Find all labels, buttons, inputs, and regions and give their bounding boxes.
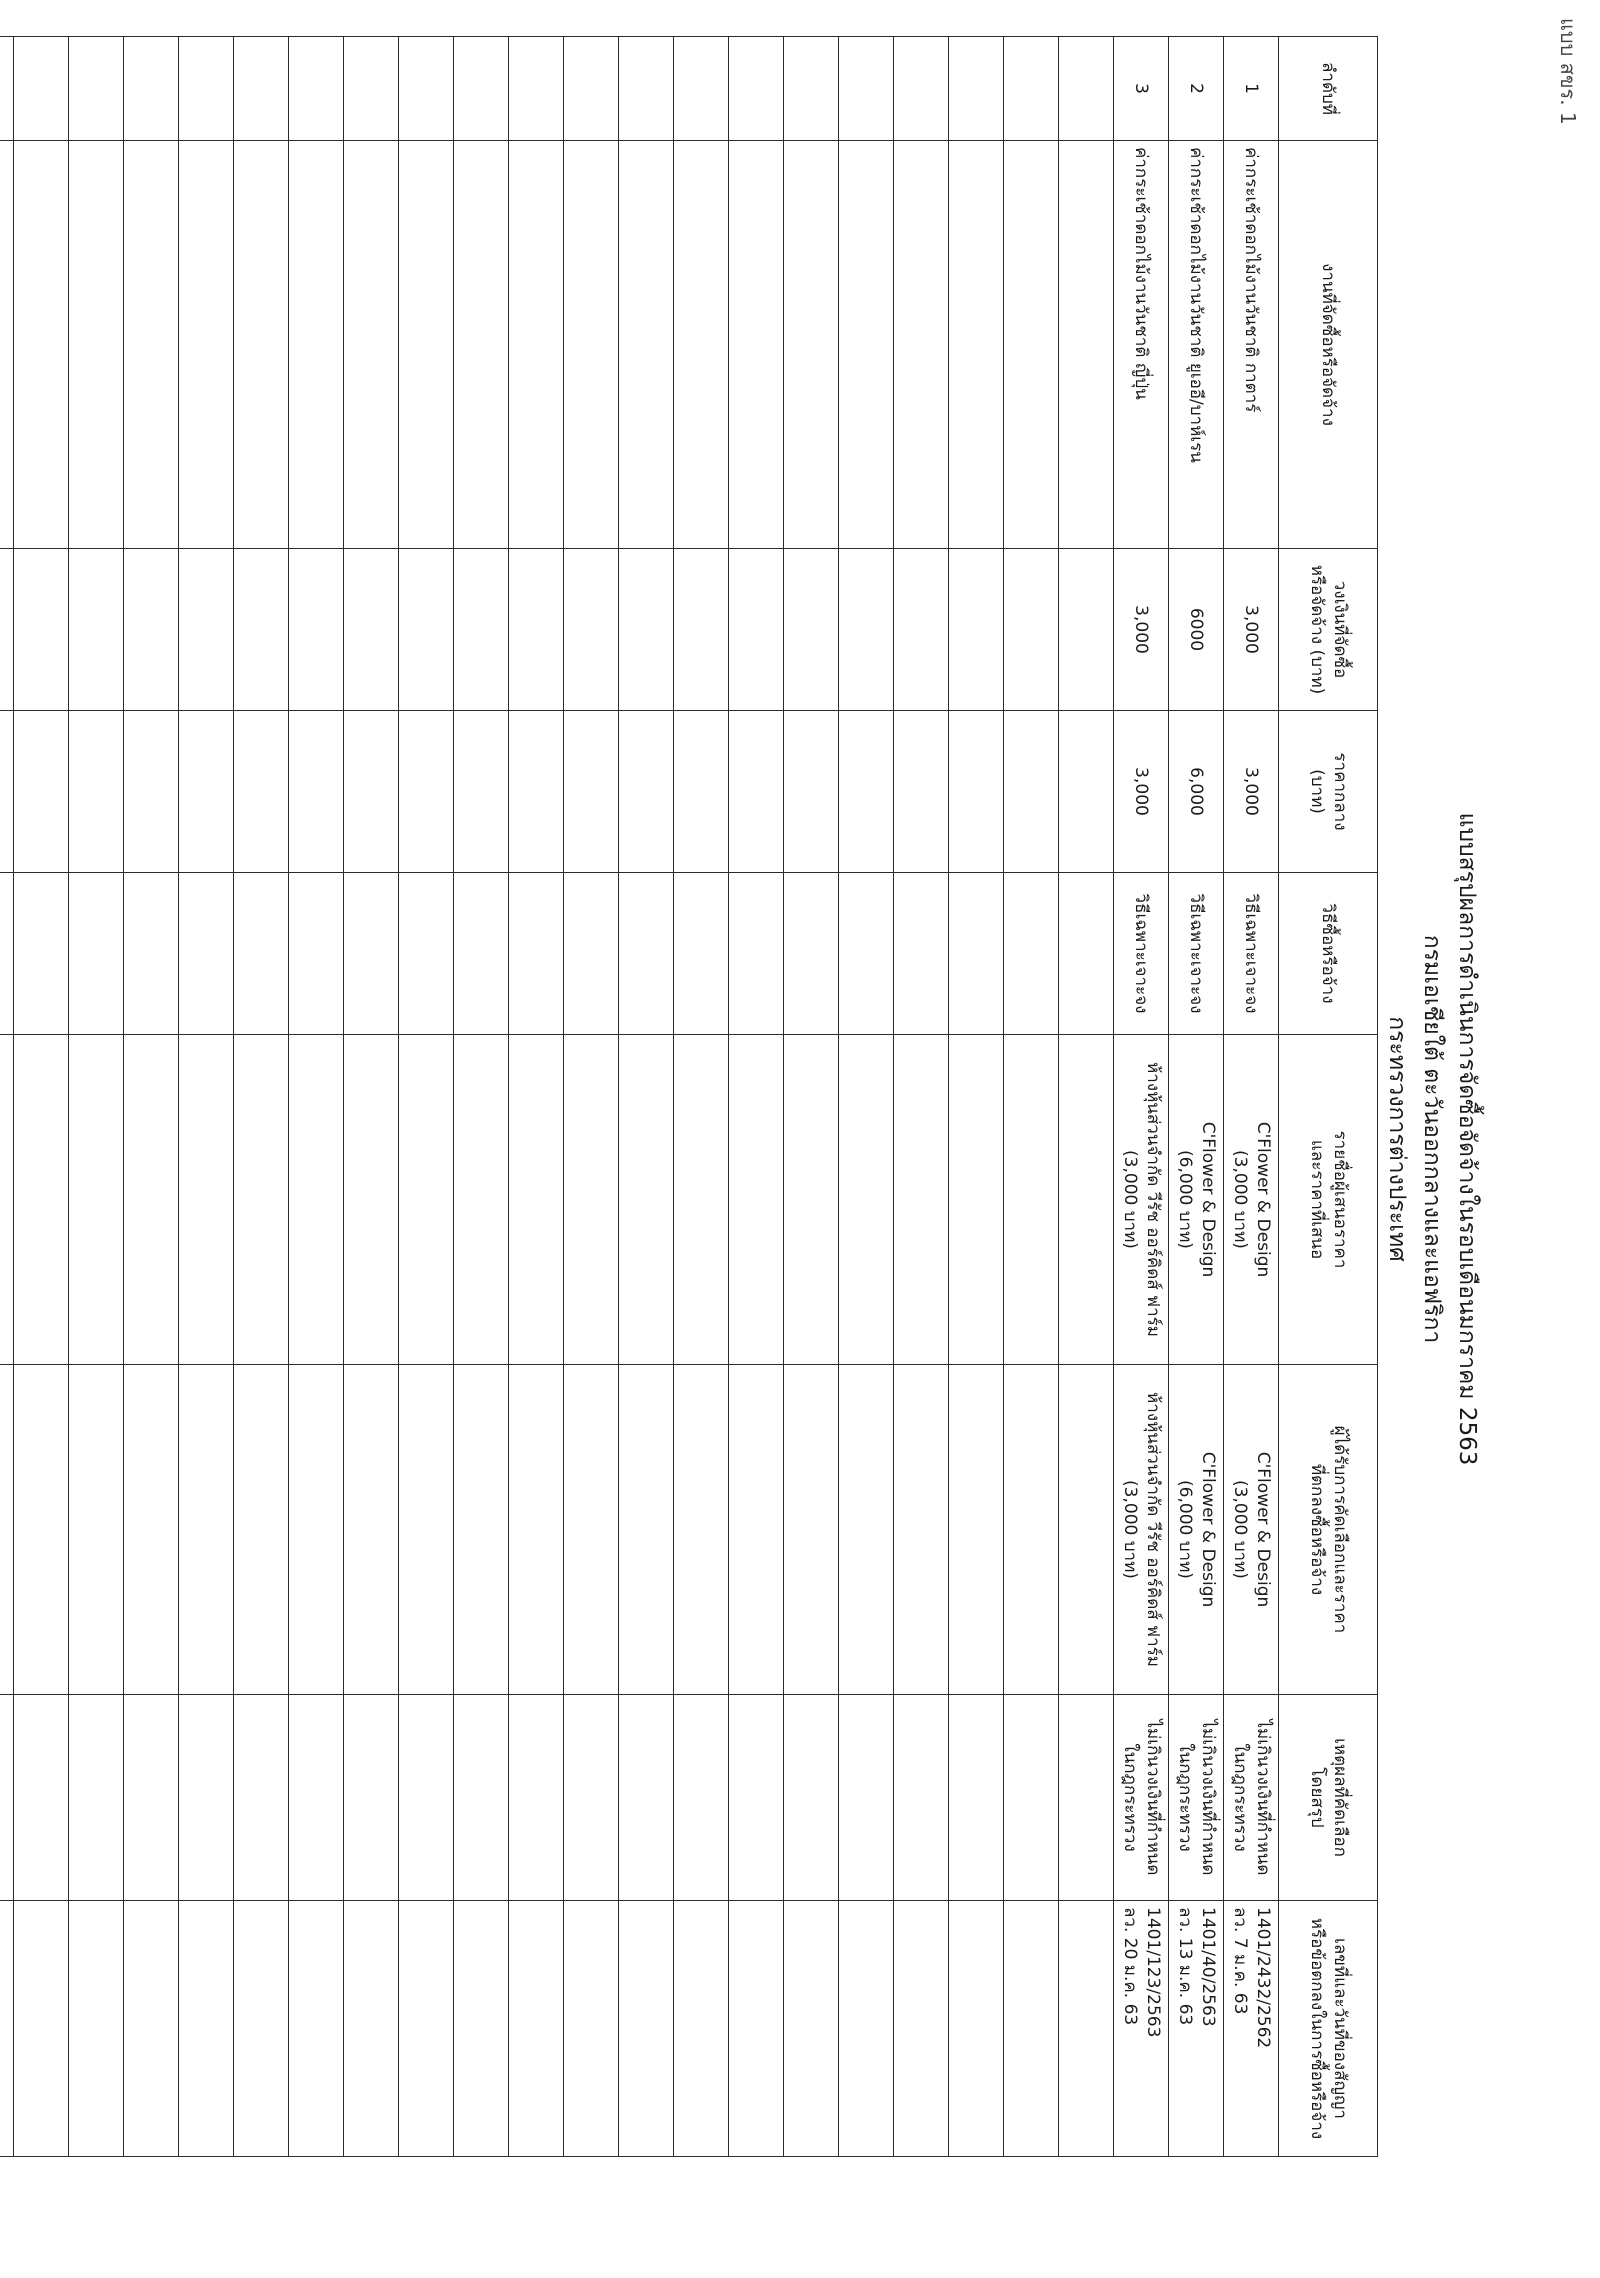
empty-cell (179, 1035, 234, 1365)
empty-cell (179, 1901, 234, 2157)
empty-table-row (564, 37, 619, 2157)
empty-cell (14, 1695, 69, 1901)
cell-contract: 1401/40/2563 ลว. 13 ม.ค. 63 (1169, 1901, 1224, 2157)
empty-cell (69, 711, 124, 873)
ministry-name: กระทรวงการต่างประเทศ (1384, 1016, 1410, 1262)
empty-cell (949, 1901, 1004, 2157)
empty-table-row (289, 37, 344, 2157)
empty-cell (894, 1695, 949, 1901)
empty-cell (509, 1901, 564, 2157)
empty-cell (839, 1695, 894, 1901)
empty-cell (14, 549, 69, 711)
empty-table-row (1004, 37, 1059, 2157)
empty-cell (839, 1365, 894, 1695)
empty-table-row (234, 37, 289, 2157)
cell-method: วิธีเฉพาะเจาะจง (1114, 873, 1169, 1035)
empty-cell (564, 873, 619, 1035)
empty-cell (674, 1365, 729, 1695)
empty-cell (894, 1365, 949, 1695)
empty-cell (894, 37, 949, 141)
empty-cell (234, 1365, 289, 1695)
empty-cell (124, 37, 179, 141)
cell-bidders: C'Flower & Design (3,000 บาท) (1224, 1035, 1279, 1365)
empty-cell (14, 37, 69, 141)
empty-cell (619, 1365, 674, 1695)
empty-cell (234, 141, 289, 549)
form-code: แบบ สขร. 1 (1556, 18, 1580, 125)
cell-reason: ไม่เกินวงเงินที่กำหนด ในกฎกระทรวง (1169, 1695, 1224, 1901)
empty-cell (1004, 1901, 1059, 2157)
empty-cell (124, 873, 179, 1035)
empty-cell (344, 1365, 399, 1695)
empty-cell (344, 1695, 399, 1901)
cell-item: ค่ากระเช้าดอกไม้งานวันชาติ ญี่ปุ่น (1114, 141, 1169, 549)
header-item: งานที่จัดซื้อหรือจัดจ้าง (1279, 141, 1378, 549)
empty-cell (0, 711, 14, 873)
empty-cell (619, 549, 674, 711)
empty-cell (949, 549, 1004, 711)
empty-cell (14, 1901, 69, 2157)
empty-cell (729, 1695, 784, 1901)
empty-cell (1059, 1901, 1114, 2157)
empty-cell (674, 37, 729, 141)
empty-cell (894, 873, 949, 1035)
empty-cell (509, 549, 564, 711)
procurement-table (0, 36, 1378, 2157)
empty-cell (399, 1695, 454, 1901)
empty-table-row (124, 37, 179, 2157)
empty-cell (1004, 873, 1059, 1035)
empty-cell (784, 549, 839, 711)
empty-cell (14, 141, 69, 549)
empty-table-row (784, 37, 839, 2157)
cell-reason: ไม่เกินวงเงินที่กำหนด ในกฎกระทรวง (1224, 1695, 1279, 1901)
empty-cell (0, 549, 14, 711)
empty-cell (784, 1901, 839, 2157)
empty-cell (179, 141, 234, 549)
empty-cell (894, 711, 949, 873)
empty-cell (509, 37, 564, 141)
empty-cell (14, 1035, 69, 1365)
empty-cell (344, 711, 399, 873)
empty-cell (289, 873, 344, 1035)
empty-cell (1004, 37, 1059, 141)
empty-cell (0, 873, 14, 1035)
empty-cell (839, 711, 894, 873)
empty-cell (839, 549, 894, 711)
empty-cell (949, 711, 1004, 873)
empty-cell (124, 549, 179, 711)
empty-cell (0, 1901, 14, 2157)
empty-cell (674, 711, 729, 873)
empty-cell (454, 549, 509, 711)
empty-cell (619, 711, 674, 873)
header-reason: เหตุผลที่คัดเลือก โดยสรุป (1279, 1695, 1378, 1901)
empty-table-row (454, 37, 509, 2157)
empty-table-row (179, 37, 234, 2157)
empty-cell (289, 1035, 344, 1365)
empty-cell (619, 873, 674, 1035)
empty-cell (1059, 37, 1114, 141)
empty-cell (509, 711, 564, 873)
empty-cell (509, 141, 564, 549)
empty-cell (454, 1695, 509, 1901)
empty-cell (1004, 141, 1059, 549)
empty-cell (564, 1365, 619, 1695)
empty-cell (124, 1035, 179, 1365)
empty-cell (454, 141, 509, 549)
cell-budget: 3,000 (1114, 549, 1169, 711)
empty-cell (399, 873, 454, 1035)
empty-cell (14, 873, 69, 1035)
empty-cell (784, 141, 839, 549)
empty-cell (289, 141, 344, 549)
empty-cell (949, 141, 1004, 549)
empty-cell (729, 873, 784, 1035)
empty-cell (454, 1365, 509, 1695)
empty-cell (674, 1901, 729, 2157)
empty-table-row (674, 37, 729, 2157)
empty-cell (179, 711, 234, 873)
empty-cell (729, 37, 784, 141)
empty-cell (234, 1035, 289, 1365)
empty-cell (729, 549, 784, 711)
empty-cell (289, 37, 344, 141)
empty-cell (784, 1365, 839, 1695)
empty-cell (839, 37, 894, 141)
empty-cell (619, 141, 674, 549)
table-header-row (1279, 37, 1378, 2157)
empty-cell (14, 711, 69, 873)
empty-cell (399, 549, 454, 711)
empty-cell (784, 1695, 839, 1901)
cell-bidders: C'Flower & Design (6,000 บาท) (1169, 1035, 1224, 1365)
empty-cell (674, 873, 729, 1035)
empty-cell (344, 37, 399, 141)
empty-cell (729, 141, 784, 549)
empty-table-row (949, 37, 1004, 2157)
empty-cell (234, 549, 289, 711)
empty-cell (289, 1901, 344, 2157)
empty-cell (1004, 1035, 1059, 1365)
department-name: กรมเอเชียใต้ ตะวันออกกลางและแอฟริกา (1419, 934, 1445, 1344)
empty-cell (839, 1035, 894, 1365)
empty-cell (784, 711, 839, 873)
empty-cell (1059, 873, 1114, 1035)
empty-cell (564, 1035, 619, 1365)
empty-cell (454, 873, 509, 1035)
empty-cell (674, 141, 729, 549)
empty-cell (399, 1035, 454, 1365)
empty-cell (234, 1901, 289, 2157)
cell-no: 1 (1224, 37, 1279, 141)
cell-winner: C'Flower & Design (6,000 บาท) (1169, 1365, 1224, 1695)
table-row (1169, 37, 1224, 2157)
empty-cell (234, 1695, 289, 1901)
empty-cell (344, 1901, 399, 2157)
empty-cell (234, 37, 289, 141)
table-row (1224, 37, 1279, 2157)
empty-cell (289, 1695, 344, 1901)
empty-cell (1059, 1365, 1114, 1695)
empty-table-row (344, 37, 399, 2157)
cell-method: วิธีเฉพาะเจาะจง (1169, 873, 1224, 1035)
empty-cell (674, 1035, 729, 1365)
cell-contract: 1401/2432/2562 ลว. 7 ม.ค. 63 (1224, 1901, 1279, 2157)
empty-cell (344, 1035, 399, 1365)
empty-cell (0, 1365, 14, 1695)
empty-cell (619, 37, 674, 141)
empty-cell (124, 1695, 179, 1901)
empty-cell (179, 549, 234, 711)
empty-cell (179, 1365, 234, 1695)
empty-cell (1004, 549, 1059, 711)
empty-cell (674, 549, 729, 711)
empty-cell (1059, 141, 1114, 549)
empty-table-row (14, 37, 69, 2157)
empty-cell (69, 37, 124, 141)
empty-cell (454, 1901, 509, 2157)
empty-cell (839, 1901, 894, 2157)
empty-cell (454, 1035, 509, 1365)
empty-cell (674, 1695, 729, 1901)
cell-contract: 1401/123/2563 ลว. 20 ม.ค. 63 (1114, 1901, 1169, 2157)
empty-cell (0, 141, 14, 549)
empty-cell (894, 549, 949, 711)
empty-cell (124, 1365, 179, 1695)
cell-median-price: 3,000 (1224, 711, 1279, 873)
cell-item: ค่ากระเช้าดอกไม้งานวันชาติ ยูเออี/บาห์เรน (1169, 141, 1224, 549)
empty-cell (399, 1901, 454, 2157)
empty-cell (69, 1365, 124, 1695)
empty-table-row (69, 37, 124, 2157)
cell-method: วิธีเฉพาะเจาะจง (1224, 873, 1279, 1035)
empty-cell (399, 37, 454, 141)
empty-cell (564, 1901, 619, 2157)
empty-table-row (894, 37, 949, 2157)
empty-cell (69, 873, 124, 1035)
empty-cell (399, 1365, 454, 1695)
empty-cell (894, 1035, 949, 1365)
empty-cell (784, 37, 839, 141)
cell-no: 2 (1169, 37, 1224, 141)
empty-table-row (0, 37, 14, 2157)
empty-table-row (729, 37, 784, 2157)
empty-cell (509, 1035, 564, 1365)
empty-cell (839, 141, 894, 549)
empty-cell (949, 1035, 1004, 1365)
empty-cell (124, 1901, 179, 2157)
cell-median-price: 3,000 (1114, 711, 1169, 873)
empty-cell (729, 1035, 784, 1365)
empty-cell (564, 1695, 619, 1901)
empty-cell (0, 37, 14, 141)
header-median-price: ราคากลาง (บาท) (1279, 711, 1378, 873)
empty-cell (729, 711, 784, 873)
header-method: วิธีซื้อหรือจ้าง (1279, 873, 1378, 1035)
empty-cell (1059, 1035, 1114, 1365)
empty-cell (839, 873, 894, 1035)
empty-table-row (619, 37, 674, 2157)
cell-budget: 6000 (1169, 549, 1224, 711)
empty-cell (1004, 1365, 1059, 1695)
empty-cell (784, 1035, 839, 1365)
empty-cell (784, 873, 839, 1035)
cell-no: 3 (1114, 37, 1169, 141)
empty-cell (234, 873, 289, 1035)
empty-cell (509, 1695, 564, 1901)
empty-cell (69, 549, 124, 711)
cell-median-price: 6,000 (1169, 711, 1224, 873)
header-contract: เลขที่และวันที่ของสัญญา หรือข้อตกลงในการซื้อหรือจ้าง (1279, 1901, 1378, 2157)
empty-cell (0, 1695, 14, 1901)
empty-cell (1059, 1695, 1114, 1901)
cell-item: ค่ากระเช้าดอกไม้งานวันชาติ กาตาร์ (1224, 141, 1279, 549)
empty-cell (69, 1035, 124, 1365)
empty-cell (564, 549, 619, 711)
empty-cell (179, 37, 234, 141)
empty-cell (0, 1035, 14, 1365)
cell-winner: C'Flower & Design (3,000 บาท) (1224, 1365, 1279, 1695)
empty-cell (949, 1695, 1004, 1901)
empty-cell (454, 37, 509, 141)
empty-cell (69, 141, 124, 549)
document-title: แบบสรุปผลการดำเนินการจัดซื้อจัดจ้างในรอบเดือนมกราคม 2563 (1454, 812, 1480, 1466)
empty-cell (894, 1901, 949, 2157)
empty-cell (399, 711, 454, 873)
empty-cell (14, 1365, 69, 1695)
empty-cell (234, 711, 289, 873)
empty-cell (344, 141, 399, 549)
empty-cell (1059, 711, 1114, 873)
empty-cell (124, 711, 179, 873)
header-winner: ผู้ได้รับการคัดเลือกและราคา ที่ตกลงซื้อหรือจ้าง (1279, 1365, 1378, 1695)
empty-cell (344, 549, 399, 711)
empty-cell (894, 141, 949, 549)
cell-bidders: ห้างหุ้นส่วนจำกัด วีรัช ออร์คิดส์ ฟาร์ม (3,000 บาท) (1114, 1035, 1169, 1365)
header-bidders: รายชื่อผู้เสนอราคา และราคาที่เสนอ (1279, 1035, 1378, 1365)
empty-cell (564, 141, 619, 549)
empty-cell (564, 37, 619, 141)
empty-cell (124, 141, 179, 549)
empty-cell (454, 711, 509, 873)
empty-cell (1059, 549, 1114, 711)
empty-cell (949, 873, 1004, 1035)
empty-cell (399, 141, 454, 549)
empty-cell (289, 1365, 344, 1695)
empty-cell (619, 1901, 674, 2157)
empty-cell (949, 1365, 1004, 1695)
empty-cell (619, 1695, 674, 1901)
cell-winner: ห้างหุ้นส่วนจำกัด วีรัช ออร์คิดส์ ฟาร์ม (3,000 บาท) (1114, 1365, 1169, 1695)
empty-table-row (1059, 37, 1114, 2157)
empty-cell (729, 1365, 784, 1695)
empty-cell (69, 1695, 124, 1901)
empty-cell (344, 873, 399, 1035)
empty-cell (69, 1901, 124, 2157)
empty-table-row (839, 37, 894, 2157)
empty-cell (289, 549, 344, 711)
empty-table-row (509, 37, 564, 2157)
empty-cell (619, 1035, 674, 1365)
cell-budget: 3,000 (1224, 549, 1279, 711)
empty-cell (1004, 1695, 1059, 1901)
header-budget: วงเงินที่จัดซื้อ หรือจัดจ้าง (บาท) (1279, 549, 1378, 711)
empty-cell (509, 873, 564, 1035)
empty-cell (179, 1695, 234, 1901)
empty-cell (509, 1365, 564, 1695)
empty-cell (564, 711, 619, 873)
header-no: ลำดับที่ (1279, 37, 1378, 141)
cell-reason: ไม่เกินวงเงินที่กำหนด ในกฎกระทรวง (1114, 1695, 1169, 1901)
empty-table-row (399, 37, 454, 2157)
empty-cell (729, 1901, 784, 2157)
empty-cell (949, 37, 1004, 141)
empty-cell (179, 873, 234, 1035)
empty-cell (1004, 711, 1059, 873)
empty-cell (289, 711, 344, 873)
table-row (1114, 37, 1169, 2157)
